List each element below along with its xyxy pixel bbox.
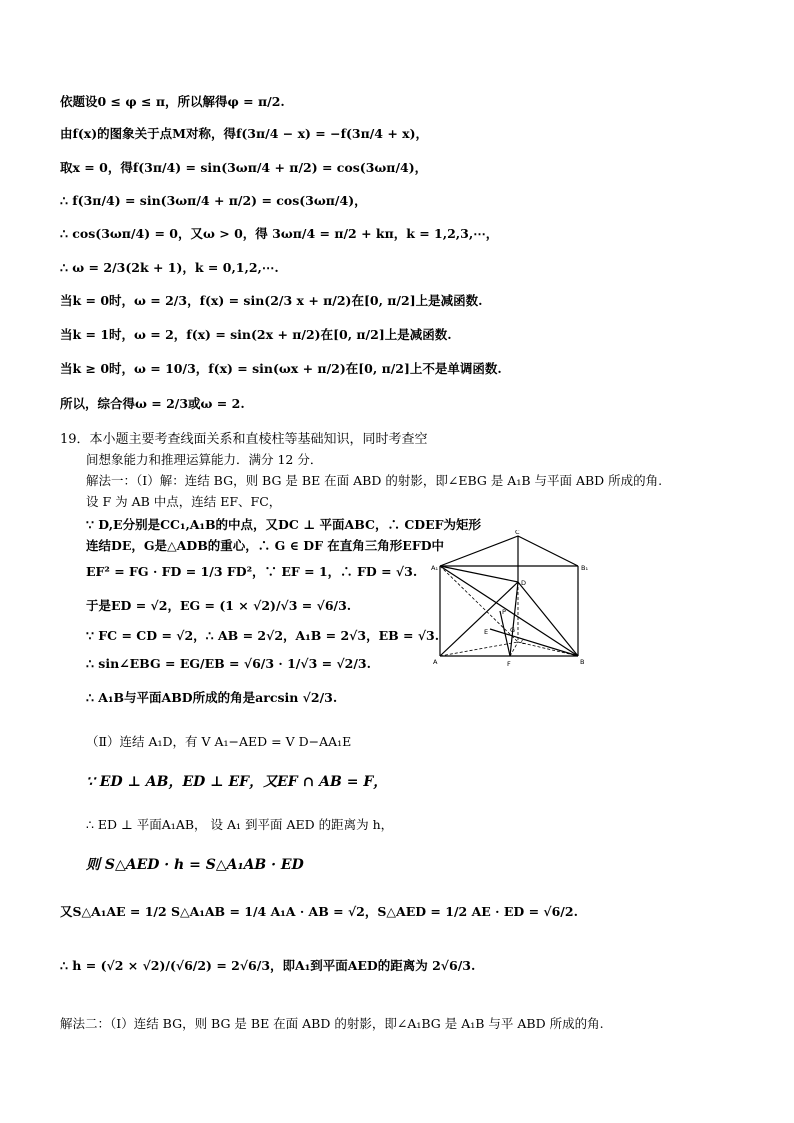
text-line: ∵ FC = CD = √2，∴ AB = 2√2，A₁B = 2√3，EB = √3. [86,628,440,643]
text-line: ∵ ED ⊥ AB，ED ⊥ EF，又EF ∩ AB = F， [86,774,388,790]
label-D: D [521,579,527,587]
text-line: 当k ≥ 0时，ω = 10/3，f(x) = sin(ωx + π/2)在[0, π/2]上不是单调函数. [60,361,502,376]
text-line: 取x = 0，得f(3π/4) = sin(3ωπ/4 + π/2) = cos(3ωπ/4)， [60,160,428,175]
text-line: ∴ A₁B与平面ABD所成的角是arcsin √2/3. [86,690,338,705]
text-line: ∴ ED ⊥ 平面A₁AB， 设 A₁ 到平面 AED 的距离为 h， [86,817,394,832]
label-A: A [433,658,438,666]
label-A1: A₁ [431,564,439,572]
text-line: 解法一：（Ⅰ）解：连结 BG，则 BG 是 BE 在面 ABD 的射影，即∠EBG 是 A₁B 与平面 ABD 所成的角. [86,473,663,488]
text-line: 依题设0 ≤ φ ≤ π，所以解得φ = π/2. [60,94,285,109]
prism-figure [430,530,592,670]
label-F: F [507,660,511,668]
label-B: B [580,658,585,666]
text-line: EF² = FG · FD = 1/3 FD²，∵ EF = 1，∴ FD = √3. [86,564,418,579]
text-line: 由f(x)的图象关于点M对称，得f(3π/4 − x) = −f(3π/4 + x)， [60,126,429,141]
label-E: E [484,628,489,636]
text-line: 于是ED = √2，EG = (1 × √2)/√3 = √6/3. [86,598,352,613]
text-line: （Ⅱ）连结 A₁D，有 V A₁−AED = V D−AA₁E [86,734,352,749]
text-line: ∴ cos(3ωπ/4) = 0，又ω > 0，得 3ωπ/4 = π/2 + kπ，k = 1,2,3,⋯， [60,226,499,241]
text-line: 解法二：（Ⅰ）连结 BG，则 BG 是 BE 在面 ABD 的射影，即∠A₁BG 是 A₁B 与平 ABD 所成的角. [60,1016,604,1031]
text-line: 所以，综合得ω = 2/3或ω = 2. [60,396,245,411]
text-line: ∴ f(3π/4) = sin(3ωπ/4 + π/2) = cos(3ωπ/4)， [60,193,367,208]
label-P: P [502,608,506,616]
label-G: G [510,626,516,634]
text-line: 连结DE，G是△ADB的重心，∴ G ∈ DF 在直角三角形EFD中 [86,538,445,553]
label-C1: C [515,530,520,536]
label-C: C [521,638,526,646]
text-line: 设 F 为 AB 中点，连结 EF、FC， [86,494,282,509]
label-B1: B₁ [581,564,589,572]
text-line: ∴ ω = 2/3(2k + 1)，k = 0,1,2,⋯. [60,260,279,275]
text-line: ∵ D,E分别是CC₁,A₁B的中点，又DC ⊥ 平面ABC，∴ CDEF为矩形 [86,517,482,532]
text-line: ∴ sin∠EBG = EG/EB = √6/3 · 1/√3 = √2/3. [86,656,371,671]
text-line: 间想象能力和推理运算能力．满分 12 分． [86,452,323,467]
text-line: ∴ h = (√2 × √2)/(√6/2) = 2√6/3，即A₁到平面AED的距离为 2√6/3. [60,958,476,973]
text-line: 当k = 0时，ω = 2/3，f(x) = sin(2/3 x + π/2)在[0, π/2]上是减函数. [60,293,483,308]
text-line: 当k = 1时，ω = 2，f(x) = sin(2x + π/2)在[0, π/2]上是减函数. [60,327,452,342]
section-heading: 19．本小题主要考查线面关系和直棱柱等基础知识，同时考查空 [60,432,428,447]
text-line: 又S△A₁AE = 1/2 S△A₁AB = 1/4 A₁A · AB = √2，S△AED = 1/2 AE · ED = √6/2. [60,904,578,919]
text-line: 则 S△AED · h = S△A₁AB · ED [86,857,304,873]
